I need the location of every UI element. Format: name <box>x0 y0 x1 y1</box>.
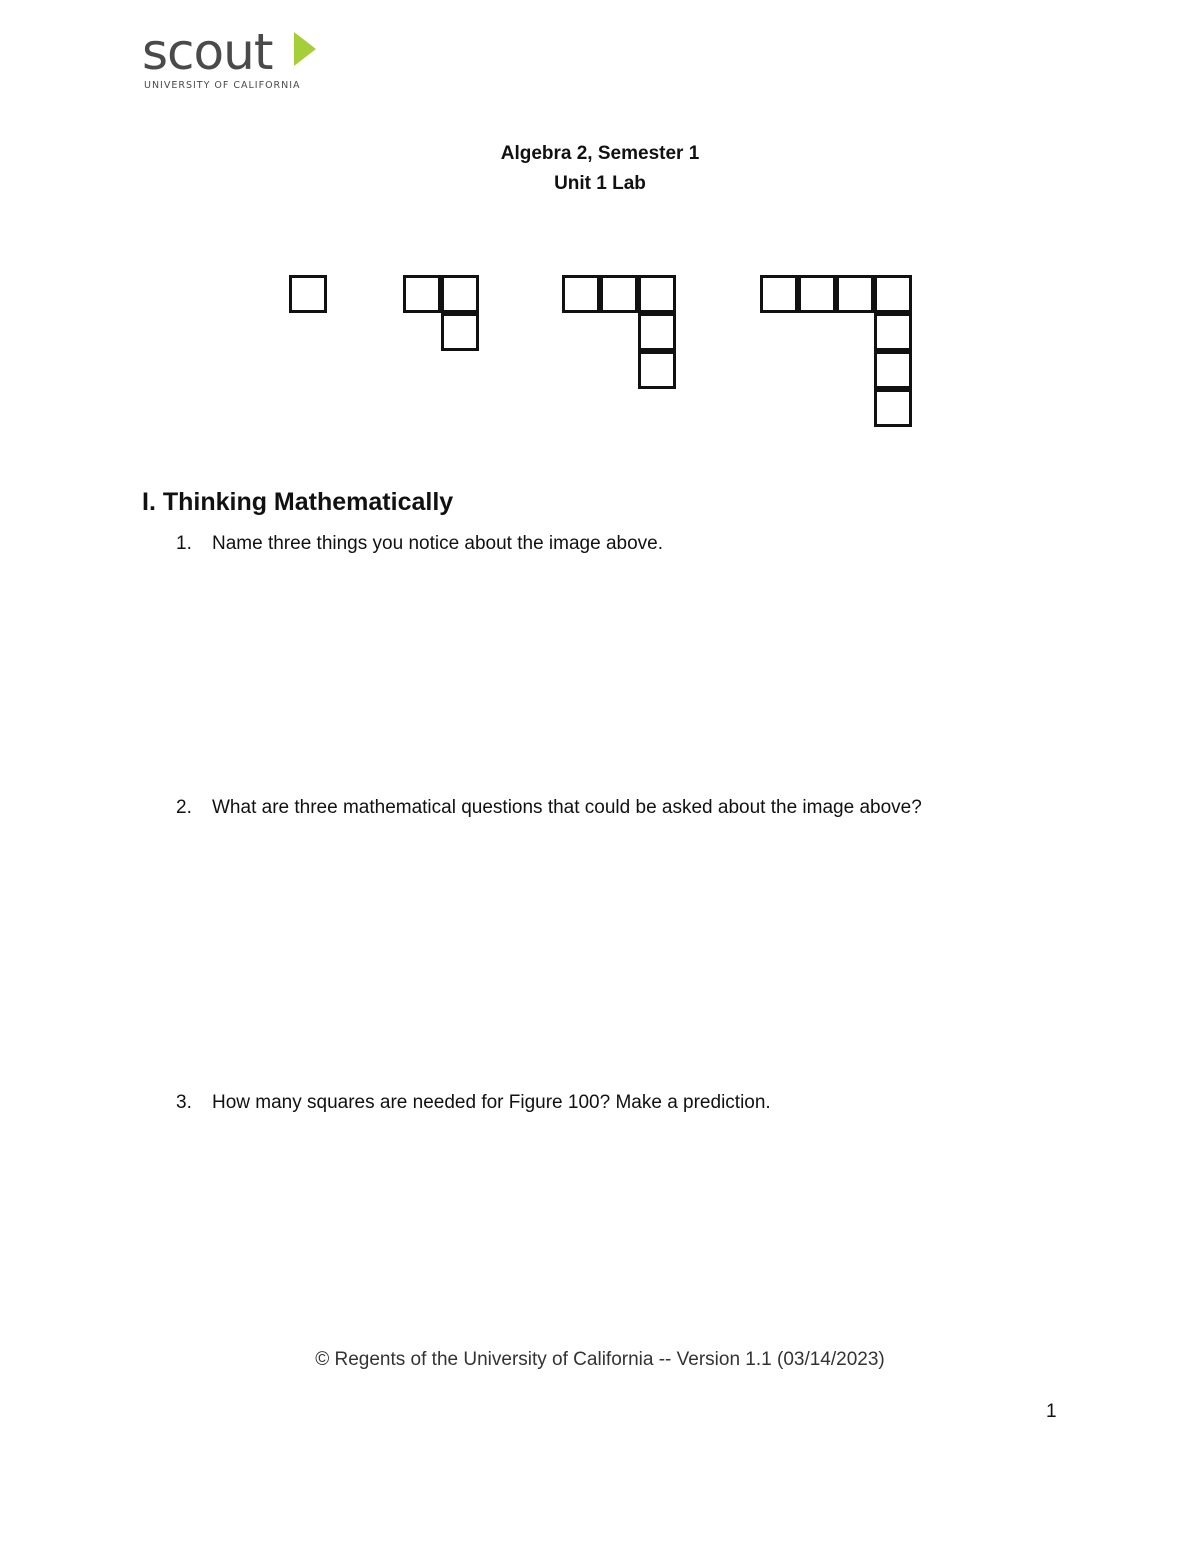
page-number: 1 <box>1046 1401 1057 1422</box>
figure-4 <box>762 277 911 426</box>
square-tile <box>876 353 911 388</box>
square-tile <box>602 277 637 312</box>
logo-wordmark: scout <box>142 23 273 81</box>
document-subtitle: Unit 1 Lab <box>554 173 646 194</box>
question-number: 1. <box>176 533 192 554</box>
square-tile <box>564 277 599 312</box>
logo-subtitle: UNIVERSITY OF CALIFORNIA <box>144 80 301 91</box>
figure-3 <box>564 277 675 388</box>
figure-2 <box>405 277 478 350</box>
square-tile <box>443 277 478 312</box>
square-tile <box>876 277 911 312</box>
document-title: Algebra 2, Semester 1 <box>500 143 700 164</box>
square-tile <box>876 315 911 350</box>
figure-1 <box>291 277 326 312</box>
square-tile <box>640 353 675 388</box>
square-tile <box>640 277 675 312</box>
square-tile <box>800 277 835 312</box>
square-tile <box>640 315 675 350</box>
question-number: 2. <box>176 797 192 818</box>
square-tile <box>443 315 478 350</box>
question-text: How many squares are needed for Figure 100? Make a prediction. <box>212 1092 771 1113</box>
question-number: 3. <box>176 1092 192 1113</box>
square-tile <box>838 277 873 312</box>
copyright-footer: © Regents of the University of California -- Version 1.1 (03/14/2023) <box>315 1349 885 1370</box>
square-tile <box>876 391 911 426</box>
question-text: What are three mathematical questions that could be asked about the image above? <box>212 797 922 818</box>
question-2 <box>176 797 922 819</box>
square-tile <box>405 277 440 312</box>
section-heading: I. Thinking Mathematically <box>142 488 454 516</box>
question-3 <box>176 1092 771 1114</box>
question-text: Name three things you notice about the image above. <box>212 533 664 554</box>
square-tile <box>762 277 797 312</box>
square-pattern-figures <box>0 0 1200 460</box>
question-1 <box>176 533 663 555</box>
square-tile <box>291 277 326 312</box>
